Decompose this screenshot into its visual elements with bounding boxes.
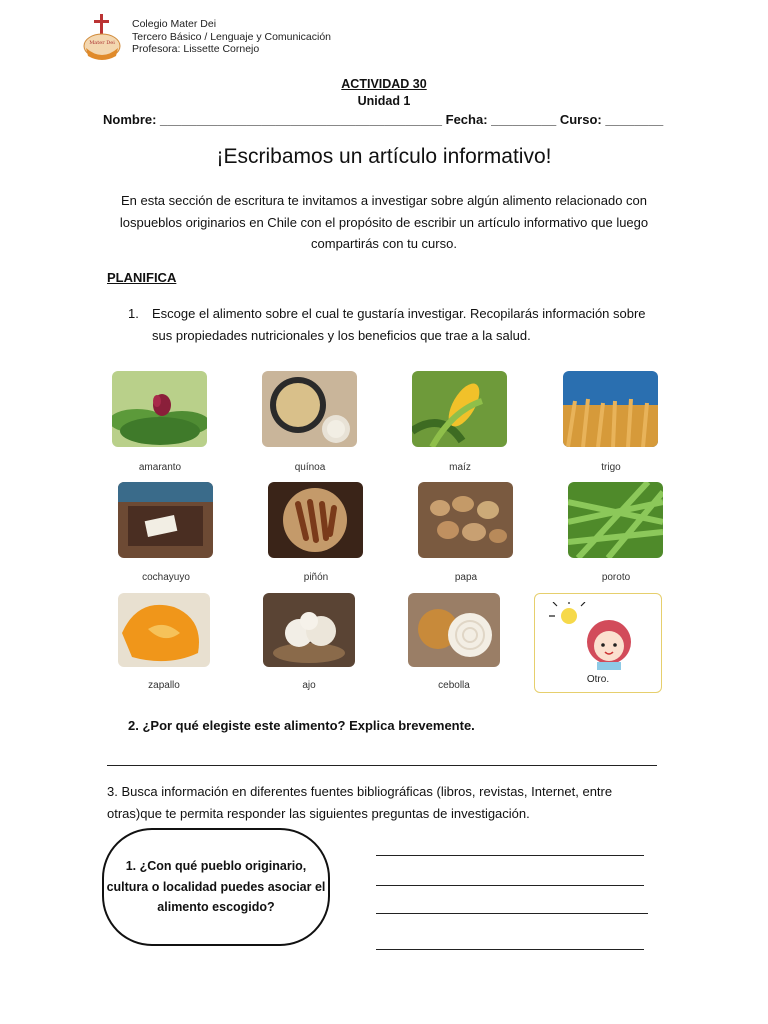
unit-label: Unidad 1: [357, 94, 411, 108]
school-info: [132, 18, 331, 56]
maiz-image: [412, 371, 507, 447]
activity-title: ACTIVIDAD 30: [341, 77, 427, 91]
pinon-image: [268, 482, 363, 558]
food-label: papa: [454, 572, 478, 583]
student-fields-line[interactable]: Nombre: _______________________________________ Fecha: _________ Curso: ________: [103, 112, 664, 127]
papa-image: [418, 482, 513, 558]
zapallo-image: [118, 593, 210, 667]
question-1-number: 1.: [128, 306, 139, 321]
research-question-bubble: [102, 828, 330, 946]
ajo-image: [263, 593, 355, 667]
food-label: quínoa: [294, 462, 326, 473]
food-label: cebolla: [438, 680, 470, 691]
research-question-text: 1. ¿Con qué pueblo originario, cultura o localidad puedes asociar el alimento escogido?: [106, 859, 326, 914]
food-label: trigo: [601, 462, 621, 473]
other-option-card: [534, 593, 662, 693]
food-label: piñón: [303, 572, 329, 583]
food-label: cochayuyo: [142, 572, 190, 583]
question-2: 2. ¿Por qué elegiste este alimento? Explica brevemente.: [128, 718, 475, 733]
course-subject: Tercero Básico / Lenguaje y Comunicación: [132, 30, 332, 43]
teacher-name: Profesora: Lissette Cornejo: [132, 43, 260, 55]
page-title: ¡Escribamos un artículo informativo!: [216, 145, 552, 168]
food-label: maíz: [449, 462, 471, 473]
answer-line[interactable]: [107, 765, 657, 766]
section-heading: PLANIFICA: [107, 270, 177, 285]
svg-text:Mater Dei: Mater Dei: [89, 40, 115, 46]
question-3: 3. Busca información en diferentes fuentes bibliográficas (libros, revistas, Internet, entre otras)que te permita responder las siguientes preguntas de investigación.: [107, 784, 613, 821]
amaranto-image: [112, 371, 207, 447]
question-1-text: Escoge el alimento sobre el cual te gustaría investigar. Recopilarás información sobre sus propiedades nutricionales y los beneficios que trae a la salud.: [152, 306, 646, 343]
poroto-image: [568, 482, 663, 558]
school-logo: [80, 12, 124, 64]
question-1: [128, 303, 648, 347]
answer-line[interactable]: [376, 913, 648, 914]
girl-idea-illustration: [547, 602, 647, 670]
intro-paragraph: En esta sección de escritura te invitamos a investigar sobre algún alimento relacionado con lospueblos originarios en Chile con el propósito de escribir un artículo informativo que luego compartirás con tu curso.: [119, 193, 649, 251]
food-label: poroto: [601, 572, 631, 583]
answer-line[interactable]: [376, 885, 644, 886]
quinoa-image: [262, 371, 357, 447]
answer-line[interactable]: [376, 949, 644, 950]
trigo-image: [563, 371, 658, 447]
school-name: Colegio Mater Dei: [132, 18, 217, 30]
cochayuyo-image: [118, 482, 213, 558]
answer-line[interactable]: [376, 855, 644, 856]
food-label: ajo: [302, 680, 316, 691]
cebolla-image: [408, 593, 500, 667]
food-label: zapallo: [148, 680, 180, 691]
food-label: amaranto: [138, 462, 182, 473]
food-label: Otro.: [586, 674, 610, 685]
